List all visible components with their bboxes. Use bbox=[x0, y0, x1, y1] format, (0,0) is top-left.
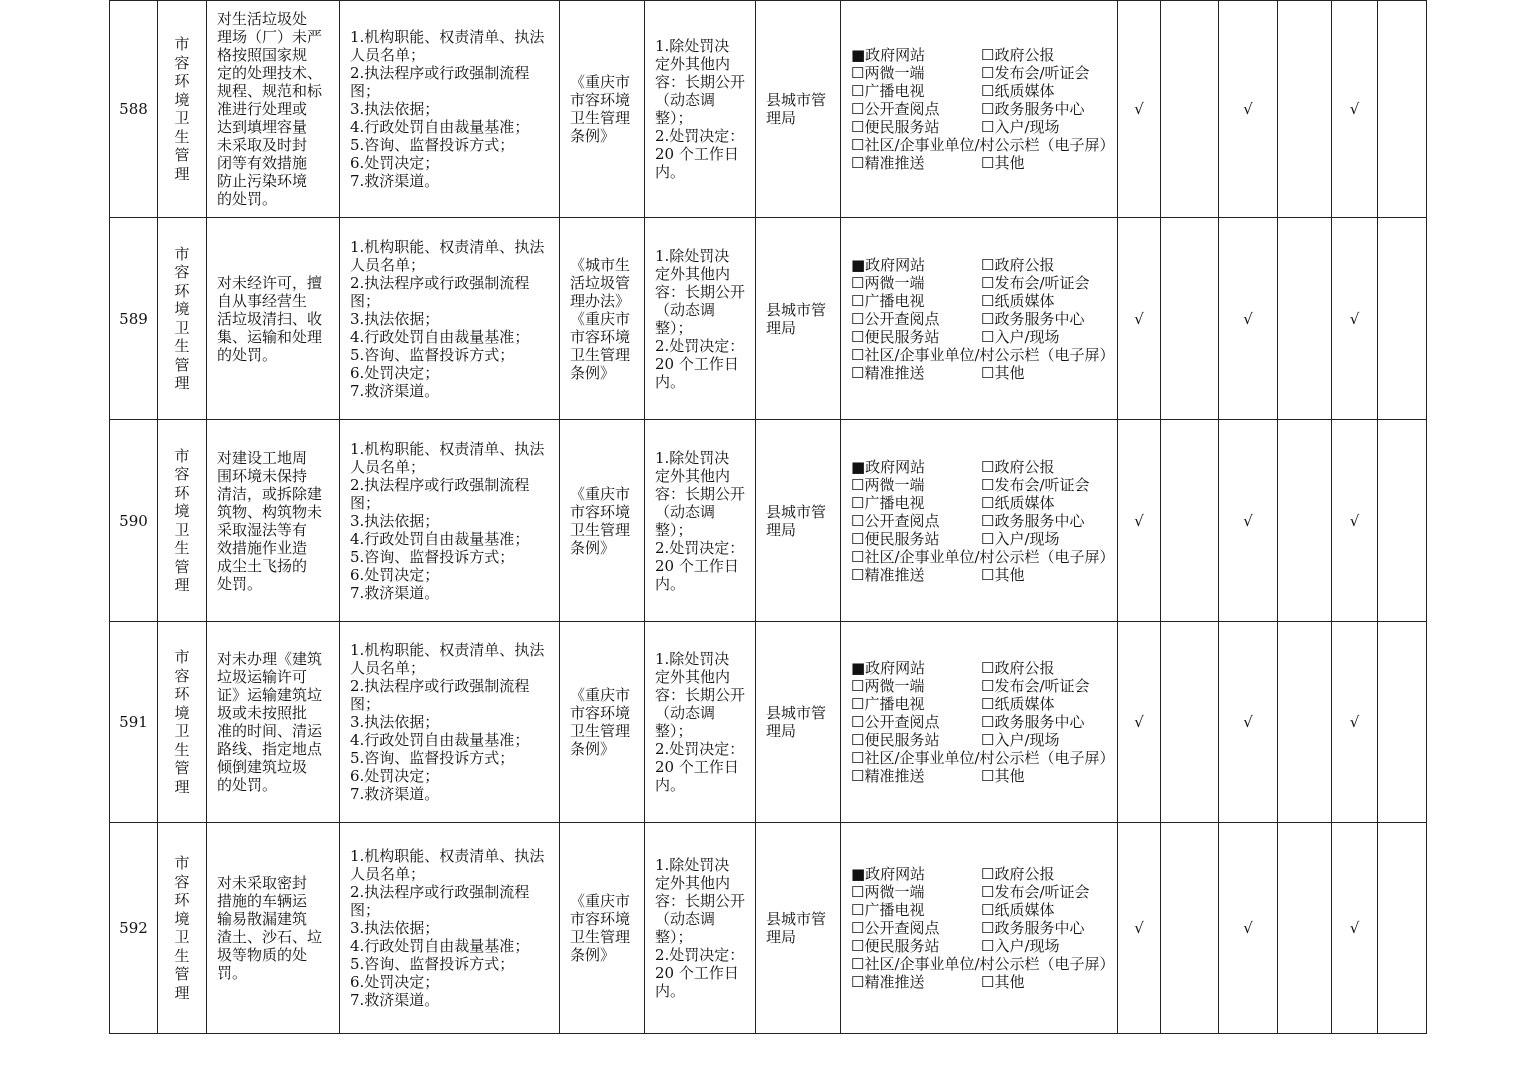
time-cell bbox=[645, 823, 756, 1034]
item-cell-text: 对未办理《建筑 垃圾运输许可 证》运输建筑垃 圾或未按照批 准的时间、清运 路线、指定地点 倾倒建筑垃圾 的处罚。 bbox=[217, 650, 323, 794]
basis-cell-text: 《城市生 活垃圾管 理办法》 《重庆市 市容环境 卫生管理 条例》 bbox=[570, 255, 631, 382]
channel-option: ☐广播电视 bbox=[851, 291, 925, 310]
content-cell bbox=[340, 622, 560, 823]
channel-option: ☐两微一端 bbox=[851, 273, 925, 292]
content-cell bbox=[340, 218, 560, 420]
channel-option: ☐社区/企事业单位/村公示栏（电子屏） bbox=[851, 749, 1115, 767]
channel-option: ☐政务服务中心 bbox=[981, 713, 1085, 731]
channel-option: ☐纸质媒体 bbox=[981, 291, 1055, 310]
channel-option: ☐公开查阅点 bbox=[851, 309, 940, 328]
check-cell: √ bbox=[1118, 420, 1161, 622]
channel-option: ☐其他 bbox=[981, 154, 1025, 172]
channel-option: ☐入户/现场 bbox=[981, 529, 1060, 548]
check-cell bbox=[1161, 218, 1219, 420]
basis-cell bbox=[560, 218, 645, 420]
channel-option: ☐发布会/听证会 bbox=[981, 883, 1090, 901]
channel-option: ☐精准推送 bbox=[851, 767, 925, 785]
check-cell: √ bbox=[1332, 622, 1378, 823]
channel-option: ☐其他 bbox=[981, 565, 1025, 584]
check-cell bbox=[1278, 420, 1332, 622]
channel-option: ☐纸质媒体 bbox=[981, 82, 1055, 100]
basis-cell-text: 《重庆市 市容环境 卫生管理 条例》 bbox=[570, 73, 631, 145]
channel-list bbox=[851, 457, 1115, 584]
subject-cell bbox=[756, 823, 841, 1034]
item-cell bbox=[207, 420, 340, 622]
item-cell bbox=[207, 218, 340, 420]
check-cell bbox=[1161, 622, 1219, 823]
category-cell-text: 市容环境卫生管理 bbox=[174, 35, 190, 183]
channel-option: ☐入户/现场 bbox=[981, 731, 1060, 749]
check-cell: √ bbox=[1219, 420, 1278, 622]
subject-cell bbox=[756, 1, 841, 218]
channel-list bbox=[851, 255, 1115, 382]
time-cell-text: 1.除处罚决 定外其他内 容：长期公开 （动态调 整）； 2.处罚决定： 20 个工作日 内。 bbox=[655, 650, 746, 794]
channel-option: ☐公开查阅点 bbox=[851, 713, 940, 731]
check-cell: √ bbox=[1219, 622, 1278, 823]
content-cell-text: 1.机构职能、权责清单、执法 人员名单； 2.执法程序或行政强制流程 图； 3.执法依据； 4.行政处罚自由裁量基准； 5.咨询、监督投诉方式； 6.处罚决定； 7.救济渠道。 bbox=[350, 237, 545, 400]
time-cell bbox=[645, 622, 756, 823]
channel-option: ☐发布会/听证会 bbox=[981, 273, 1090, 292]
category-cell bbox=[158, 622, 207, 823]
channel-option: ☐纸质媒体 bbox=[981, 695, 1055, 713]
check-cell: √ bbox=[1219, 218, 1278, 420]
content-cell bbox=[340, 1, 560, 218]
table-row bbox=[110, 420, 1427, 622]
channel-option: ☐发布会/听证会 bbox=[981, 677, 1090, 695]
basis-cell-text: 《重庆市 市容环境 卫生管理 条例》 bbox=[570, 892, 631, 964]
category-cell bbox=[158, 218, 207, 420]
channel-option: ☐发布会/听证会 bbox=[981, 64, 1090, 82]
item-cell-text: 对建设工地周 围环境未保持 清洁，或拆除建 筑物、构筑物未 采取湿法等有 效措施作业造 成尘土飞扬的 处罚。 bbox=[217, 448, 323, 593]
table-row bbox=[110, 218, 1427, 420]
channel-option: ■政府网站 bbox=[851, 46, 926, 64]
item-cell-text: 对未采取密封 措施的车辆运 输易散漏建筑 渣土、沙石、垃 圾等物质的处 罚。 bbox=[217, 874, 323, 982]
check-cell bbox=[1278, 622, 1332, 823]
channel-cell bbox=[841, 622, 1118, 823]
channel-option: ☐公开查阅点 bbox=[851, 511, 940, 530]
channel-cell bbox=[841, 823, 1118, 1034]
row-number: 592 bbox=[110, 823, 158, 1034]
channel-cell bbox=[841, 1, 1118, 218]
check-cell: √ bbox=[1118, 622, 1161, 823]
category-cell bbox=[158, 1, 207, 218]
item-cell-text: 对生活垃圾处 理场（厂）未严 格按照国家规 定的处理技术、 规程、规范和标 准进行处理或 达到填埋容量 未采取及时封 闭等有效措施 防止污染环境 的处罚。 bbox=[217, 10, 323, 208]
check-cell bbox=[1161, 1, 1219, 218]
channel-option: ☐社区/企事业单位/村公示栏（电子屏） bbox=[851, 136, 1115, 154]
item-cell bbox=[207, 1, 340, 218]
item-cell-text: 对未经许可，擅 自从事经营生 活垃圾清扫、收 集、运输和处理 的处罚。 bbox=[217, 273, 323, 364]
channel-option: ☐政务服务中心 bbox=[981, 511, 1085, 530]
check-cell: √ bbox=[1118, 218, 1161, 420]
table-row bbox=[110, 823, 1427, 1034]
content-cell-text: 1.机构职能、权责清单、执法 人员名单； 2.执法程序或行政强制流程 图； 3.执法依据； 4.行政处罚自由裁量基准； 5.咨询、监督投诉方式； 6.处罚决定； 7.救济渠道。 bbox=[350, 28, 545, 190]
time-cell-text: 1.除处罚决 定外其他内 容：长期公开 （动态调 整）； 2.处罚决定： 20 个工作日 内。 bbox=[655, 246, 746, 391]
channel-option: ☐广播电视 bbox=[851, 493, 925, 512]
channel-option: ☐政府公报 bbox=[981, 255, 1055, 274]
subject-cell-text: 县城市管 理局 bbox=[766, 91, 827, 127]
check-cell bbox=[1378, 1, 1427, 218]
check-cell bbox=[1378, 622, 1427, 823]
category-cell bbox=[158, 420, 207, 622]
channel-option: ☐公开查阅点 bbox=[851, 919, 940, 937]
channel-cell bbox=[841, 218, 1118, 420]
channel-option: ☐发布会/听证会 bbox=[981, 475, 1090, 494]
subject-cell-text: 县城市管 理局 bbox=[766, 502, 827, 539]
time-cell-text: 1.除处罚决 定外其他内 容：长期公开 （动态调 整）； 2.处罚决定： 20 个工作日 内。 bbox=[655, 856, 746, 1000]
check-cell bbox=[1278, 1, 1332, 218]
channel-option: ☐精准推送 bbox=[851, 154, 925, 172]
basis-cell bbox=[560, 823, 645, 1034]
channel-list bbox=[851, 659, 1115, 785]
channel-option: ☐精准推送 bbox=[851, 363, 925, 382]
channel-option: ☐纸质媒体 bbox=[981, 493, 1055, 512]
time-cell bbox=[645, 420, 756, 622]
table-row bbox=[110, 1, 1427, 218]
channel-option: ☐政府公报 bbox=[981, 865, 1055, 883]
channel-option: ☐便民服务站 bbox=[851, 937, 940, 955]
channel-option: ☐两微一端 bbox=[851, 475, 925, 494]
channel-option: ☐便民服务站 bbox=[851, 118, 940, 136]
row-number: 589 bbox=[110, 218, 158, 420]
channel-option: ☐精准推送 bbox=[851, 565, 925, 584]
subject-cell-text: 县城市管 理局 bbox=[766, 704, 827, 740]
check-cell: √ bbox=[1219, 823, 1278, 1034]
channel-option: ☐其他 bbox=[981, 973, 1025, 991]
channel-option: ☐其他 bbox=[981, 767, 1025, 785]
category-cell bbox=[158, 823, 207, 1034]
check-cell bbox=[1161, 823, 1219, 1034]
check-cell: √ bbox=[1118, 1, 1161, 218]
channel-option: ☐入户/现场 bbox=[981, 937, 1060, 955]
channel-option: ☐政务服务中心 bbox=[981, 919, 1085, 937]
channel-option: ☐公开查阅点 bbox=[851, 100, 940, 118]
channel-option: ☐入户/现场 bbox=[981, 327, 1060, 346]
check-cell bbox=[1378, 823, 1427, 1034]
check-cell bbox=[1278, 218, 1332, 420]
channel-option: ☐便民服务站 bbox=[851, 731, 940, 749]
basis-cell bbox=[560, 622, 645, 823]
check-cell bbox=[1378, 218, 1427, 420]
channel-cell bbox=[841, 420, 1118, 622]
basis-cell-text: 《重庆市 市容环境 卫生管理 条例》 bbox=[570, 686, 631, 758]
category-cell-text: 市容环境卫生管理 bbox=[174, 648, 190, 796]
category-cell-text: 市容环境卫生管理 bbox=[174, 854, 190, 1002]
category-cell-text: 市容环境卫生管理 bbox=[174, 244, 190, 392]
channel-option: ☐政务服务中心 bbox=[981, 100, 1085, 118]
channel-list bbox=[851, 46, 1115, 172]
check-cell: √ bbox=[1332, 1, 1378, 218]
subject-cell-text: 县城市管 理局 bbox=[766, 300, 827, 337]
channel-option: ☐政务服务中心 bbox=[981, 309, 1085, 328]
content-cell-text: 1.机构职能、权责清单、执法 人员名单； 2.执法程序或行政强制流程 图； 3.执法依据； 4.行政处罚自由裁量基准； 5.咨询、监督投诉方式； 6.处罚决定； 7.救济渠道。 bbox=[350, 641, 545, 803]
channel-option: ☐精准推送 bbox=[851, 973, 925, 991]
table-body bbox=[110, 1, 1427, 1034]
disclosure-table bbox=[109, 0, 1427, 1034]
basis-cell bbox=[560, 1, 645, 218]
row-number: 591 bbox=[110, 622, 158, 823]
category-cell-text: 市容环境卫生管理 bbox=[174, 446, 190, 594]
check-cell: √ bbox=[1332, 823, 1378, 1034]
channel-option: ☐便民服务站 bbox=[851, 327, 940, 346]
channel-option: ☐入户/现场 bbox=[981, 118, 1060, 136]
basis-cell bbox=[560, 420, 645, 622]
basis-cell-text: 《重庆市 市容环境 卫生管理 条例》 bbox=[570, 484, 631, 557]
subject-cell bbox=[756, 622, 841, 823]
row-number: 590 bbox=[110, 420, 158, 622]
time-cell bbox=[645, 1, 756, 218]
check-cell: √ bbox=[1332, 218, 1378, 420]
channel-option: ☐广播电视 bbox=[851, 695, 925, 713]
channel-option: ☐两微一端 bbox=[851, 64, 925, 82]
channel-option: ■政府网站 bbox=[851, 659, 926, 677]
check-cell: √ bbox=[1118, 823, 1161, 1034]
row-number: 588 bbox=[110, 1, 158, 218]
channel-option: ☐其他 bbox=[981, 363, 1025, 382]
channel-option: ☐政府公报 bbox=[981, 457, 1055, 476]
subject-cell-text: 县城市管 理局 bbox=[766, 910, 827, 946]
channel-option: ☐广播电视 bbox=[851, 82, 925, 100]
channel-option: ☐两微一端 bbox=[851, 677, 925, 695]
time-cell bbox=[645, 218, 756, 420]
channel-option: ☐政府公报 bbox=[981, 46, 1055, 64]
channel-option: ☐便民服务站 bbox=[851, 529, 940, 548]
table-row bbox=[110, 622, 1427, 823]
content-cell-text: 1.机构职能、权责清单、执法 人员名单； 2.执法程序或行政强制流程 图； 3.执法依据； 4.行政处罚自由裁量基准； 5.咨询、监督投诉方式； 6.处罚决定； 7.救济渠道。 bbox=[350, 439, 545, 602]
channel-option: ☐两微一端 bbox=[851, 883, 925, 901]
channel-option: ■政府网站 bbox=[851, 457, 926, 476]
item-cell bbox=[207, 622, 340, 823]
channel-option: ■政府网站 bbox=[851, 865, 926, 883]
check-cell: √ bbox=[1332, 420, 1378, 622]
subject-cell bbox=[756, 218, 841, 420]
item-cell bbox=[207, 823, 340, 1034]
channel-option: ■政府网站 bbox=[851, 255, 926, 274]
content-cell bbox=[340, 420, 560, 622]
check-cell bbox=[1161, 420, 1219, 622]
check-cell: √ bbox=[1219, 1, 1278, 218]
check-cell bbox=[1278, 823, 1332, 1034]
time-cell-text: 1.除处罚决 定外其他内 容：长期公开 （动态调 整）； 2.处罚决定： 20 个工作日 内。 bbox=[655, 37, 746, 181]
channel-option: ☐社区/企事业单位/村公示栏（电子屏） bbox=[851, 955, 1115, 973]
content-cell-text: 1.机构职能、权责清单、执法 人员名单； 2.执法程序或行政强制流程 图； 3.执法依据； 4.行政处罚自由裁量基准； 5.咨询、监督投诉方式； 6.处罚决定； 7.救济渠道。 bbox=[350, 847, 545, 1009]
content-cell bbox=[340, 823, 560, 1034]
channel-option: ☐纸质媒体 bbox=[981, 901, 1055, 919]
time-cell-text: 1.除处罚决 定外其他内 容：长期公开 （动态调 整）； 2.处罚决定： 20 个工作日 内。 bbox=[655, 448, 746, 593]
channel-option: ☐广播电视 bbox=[851, 901, 925, 919]
check-cell bbox=[1378, 420, 1427, 622]
channel-list bbox=[851, 865, 1115, 991]
subject-cell bbox=[756, 420, 841, 622]
channel-option: ☐社区/企事业单位/村公示栏（电子屏） bbox=[851, 345, 1115, 364]
channel-option: ☐政府公报 bbox=[981, 659, 1055, 677]
channel-option: ☐社区/企事业单位/村公示栏（电子屏） bbox=[851, 547, 1115, 566]
